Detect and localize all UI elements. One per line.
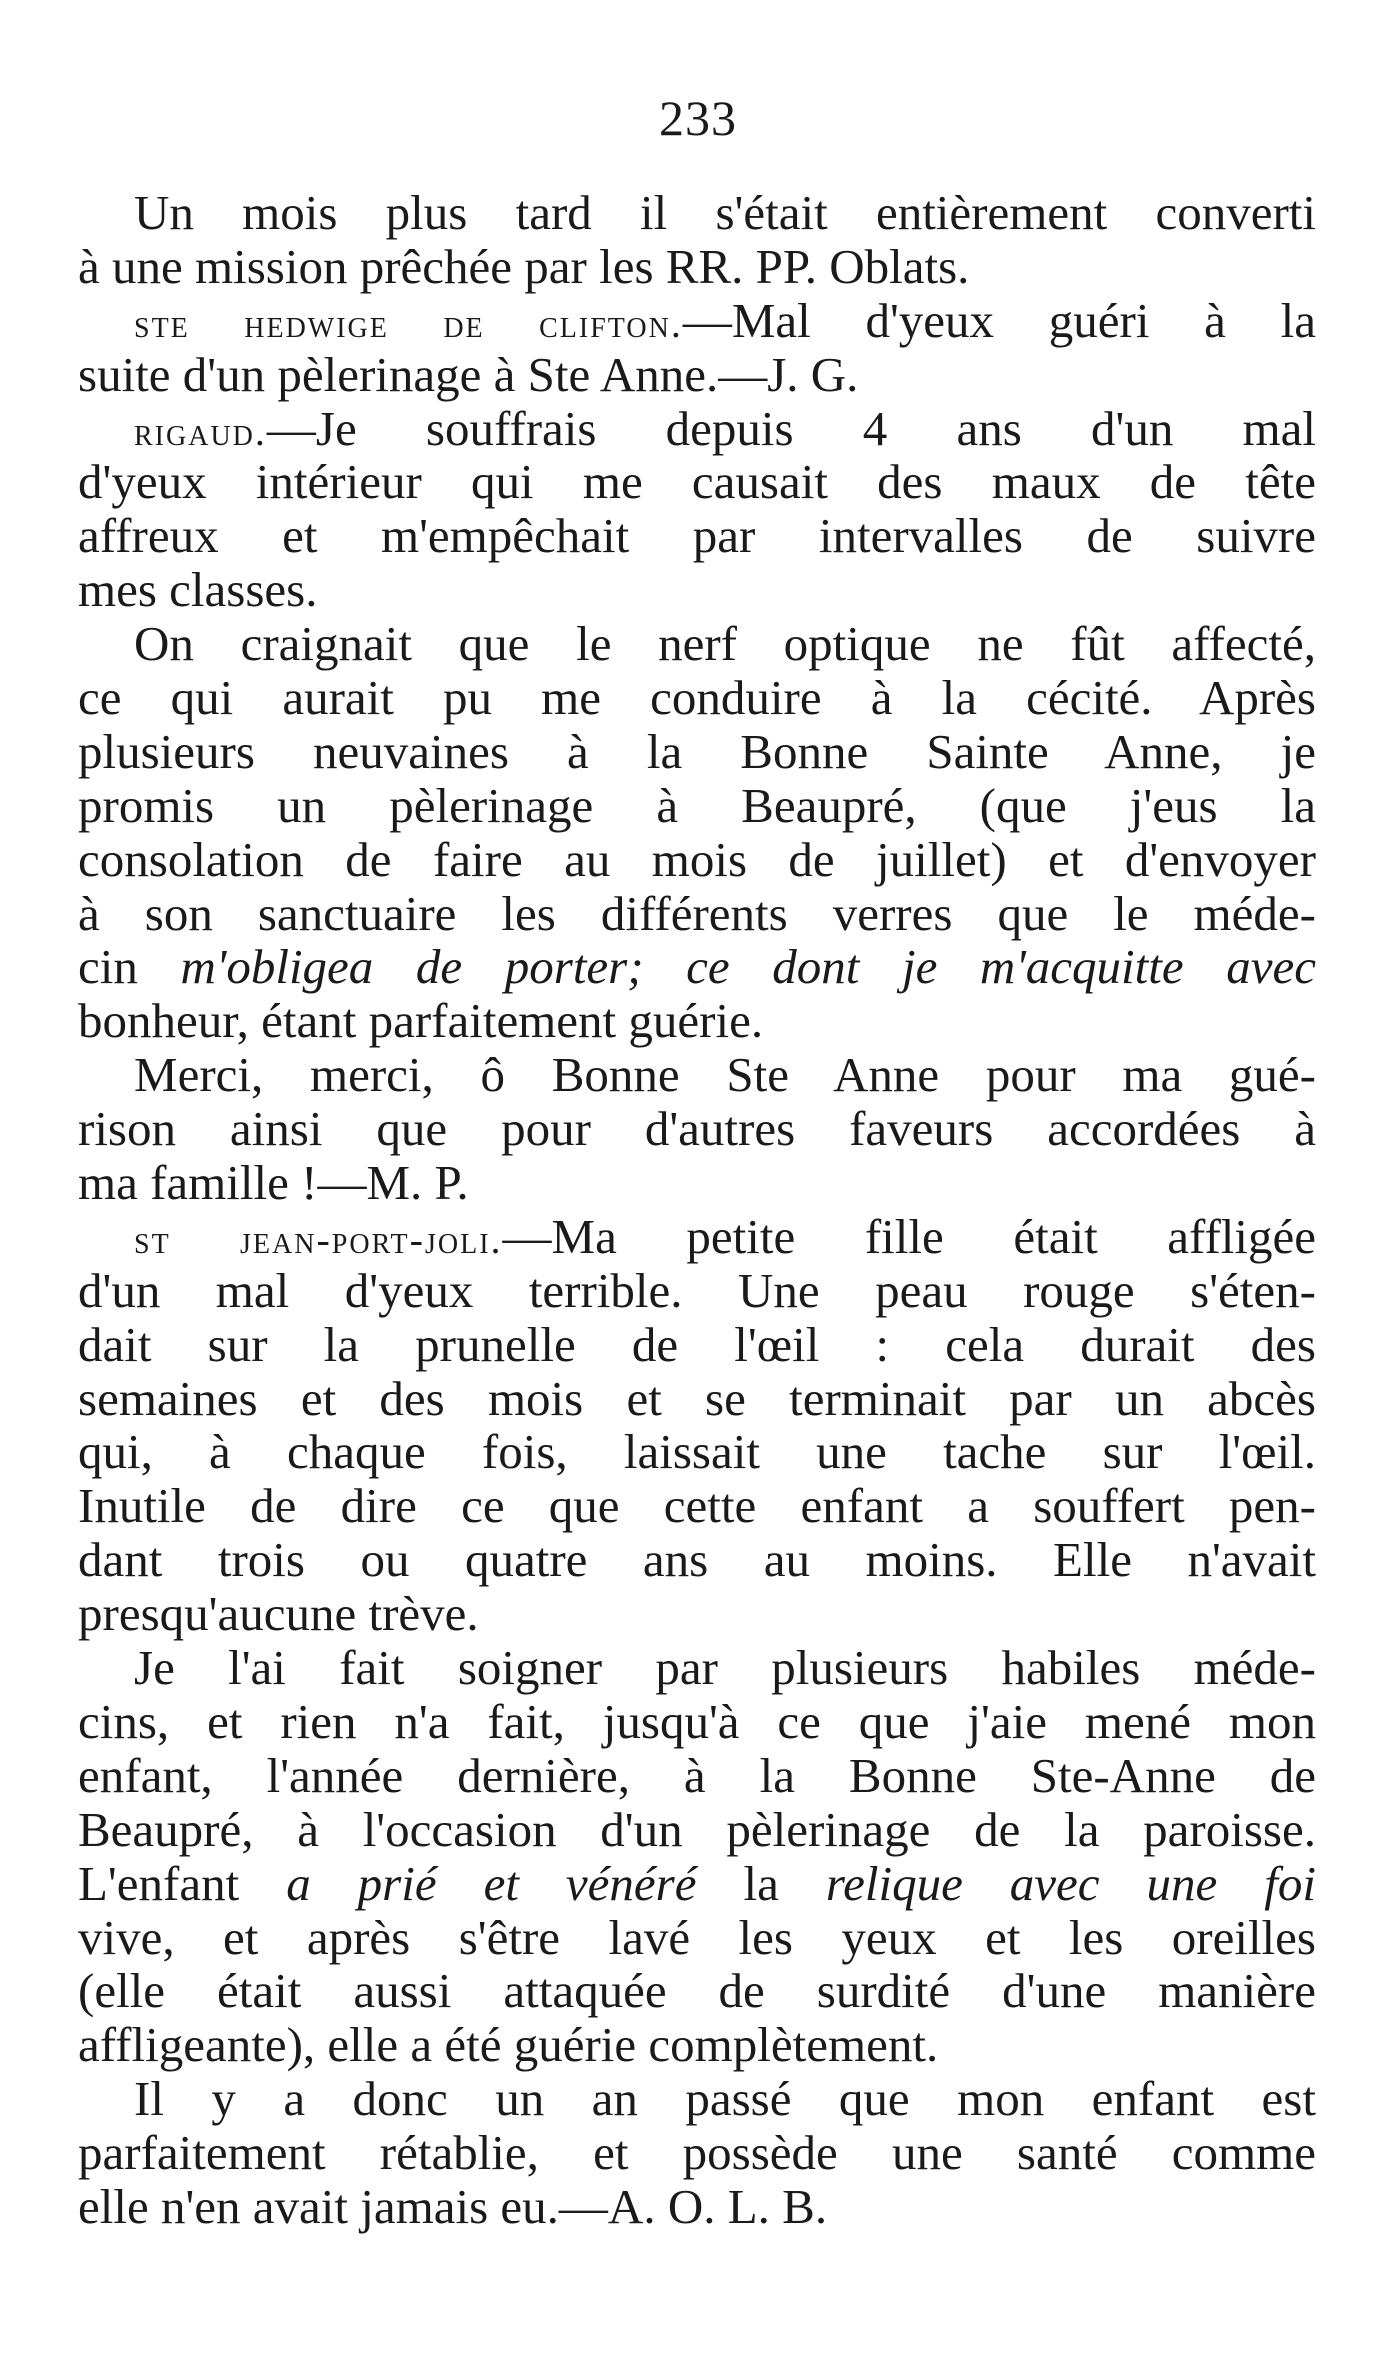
paragraph bbox=[78, 402, 1316, 618]
text-line: Il y a donc un an passé que mon enfant est bbox=[134, 2071, 1316, 2127]
paragraph bbox=[78, 2072, 1316, 2234]
text-line: On craignait que le nerf optique ne fût affecté, bbox=[134, 616, 1316, 672]
text-line: dant trois ou quatre ans au moins. Elle n'avait bbox=[78, 1532, 1316, 1588]
text-line: Un mois plus tard il s'était entièrement converti bbox=[134, 185, 1316, 240]
text-line: Inutile de dire ce que cette enfant a souffert pen- bbox=[78, 1478, 1316, 1534]
text-line: Merci, merci, ô Bonne Ste Anne pour ma gué- bbox=[134, 1047, 1316, 1103]
text-line: elle n'en avait jamais eu.—A. O. L. B. bbox=[78, 2178, 828, 2234]
text-line: rison ainsi que pour d'autres faveurs accordées à bbox=[78, 1101, 1316, 1157]
italic-run: m'obligea de porter; ce dont je m'acquitte avec bbox=[180, 939, 1316, 995]
text-line bbox=[78, 940, 1316, 994]
text-line bbox=[78, 1857, 1316, 1911]
text-line bbox=[78, 294, 1316, 348]
text-run: —Je souffrais depuis 4 ans d'un mal bbox=[266, 400, 1316, 456]
text-line: promis un pèlerinage à Beaupré, (que j'eus la bbox=[78, 777, 1316, 833]
paragraph bbox=[78, 1210, 1316, 1641]
text-run: la bbox=[696, 1855, 826, 1911]
text-line bbox=[78, 402, 1316, 456]
text-line: à une mission prêchée par les RR. PP. Oblats. bbox=[78, 238, 970, 294]
text-line: bonheur, étant parfaitement guérie. bbox=[78, 993, 764, 1049]
text-line: semaines et des mois et se terminait par un abcès bbox=[78, 1370, 1316, 1426]
text-run: cin bbox=[78, 939, 181, 995]
text-line: suite d'un pèlerinage à Ste Anne.—J. G. bbox=[78, 346, 859, 402]
page-number: 233 bbox=[659, 90, 737, 146]
italic-run: relique avec une foi bbox=[825, 1855, 1316, 1911]
text-line: vive, et après s'être lavé les yeux et les oreilles bbox=[78, 1909, 1316, 1965]
paragraph bbox=[78, 186, 1316, 294]
paragraph bbox=[78, 294, 1316, 402]
text-line: cins, et rien n'a fait, jusqu'à ce que j'aie mené mon bbox=[78, 1693, 1316, 1749]
text-line: mes classes. bbox=[78, 562, 318, 618]
text-run: L'enfant bbox=[78, 1855, 287, 1911]
text-run: —Mal d'yeux guéri à la bbox=[682, 292, 1316, 348]
paragraph bbox=[78, 617, 1316, 1048]
text-line: affligeante), elle a été guérie complètement. bbox=[78, 2017, 939, 2073]
text-line: affreux et m'empêchait par intervalles de suivre bbox=[78, 508, 1316, 564]
text-line: consolation de faire au mois de juillet) et d'envoyer bbox=[78, 831, 1316, 887]
text-line: plusieurs neuvaines à la Bonne Sainte Anne, je bbox=[78, 723, 1316, 779]
text-line: dait sur la prunelle de l'œil : cela durait des bbox=[78, 1316, 1316, 1372]
paragraph bbox=[78, 1641, 1316, 2072]
italic-run: a prié et vénéré bbox=[286, 1855, 697, 1911]
text-run: —Ma petite fille était affligée bbox=[502, 1208, 1316, 1264]
page-body bbox=[78, 186, 1316, 2234]
text-line bbox=[78, 1210, 1316, 1264]
text-line: à son sanctuaire les différents verres que le méde- bbox=[78, 885, 1316, 941]
text-line: qui, à chaque fois, laissait une tache sur l'œil. bbox=[78, 1424, 1316, 1480]
text-line: Je l'ai fait soigner par plusieurs habiles méde- bbox=[134, 1640, 1316, 1696]
text-line: ma famille !—M. P. bbox=[78, 1155, 469, 1211]
text-line: (elle était aussi attaquée de surdité d'une manière bbox=[78, 1963, 1316, 2019]
text-line: presqu'aucune trève. bbox=[78, 1586, 479, 1642]
place-heading: ste hedwige de clifton. bbox=[134, 300, 683, 346]
text-line: enfant, l'année dernière, à la Bonne Ste-Anne de bbox=[78, 1747, 1316, 1803]
paragraph bbox=[78, 1048, 1316, 1210]
text-line: Beaupré, à l'occasion d'un pèlerinage de la paroisse. bbox=[78, 1801, 1316, 1857]
text-line: d'yeux intérieur qui me causait des maux de tête bbox=[78, 454, 1316, 510]
text-line: ce qui aurait pu me conduire à la cécité. Après bbox=[78, 670, 1316, 726]
text-line: d'un mal d'yeux terrible. Une peau rouge s'éten- bbox=[78, 1262, 1316, 1318]
place-heading: st jean-port-joli. bbox=[134, 1216, 503, 1262]
place-heading: rigaud. bbox=[134, 408, 267, 454]
text-line: parfaitement rétablie, et possède une santé comme bbox=[78, 2125, 1316, 2181]
